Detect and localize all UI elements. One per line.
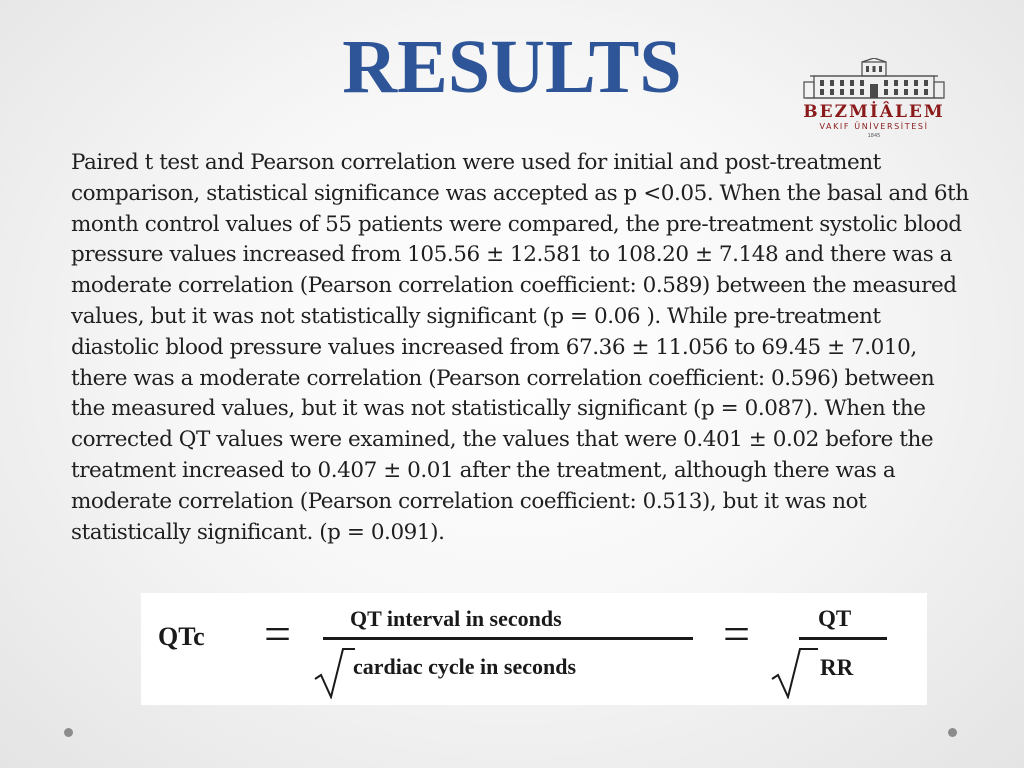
building-icon <box>800 58 948 102</box>
qtc-formula <box>141 593 927 705</box>
decorative-dot-right <box>948 728 957 737</box>
decorative-dot-left <box>64 728 73 737</box>
formula-denominator-2: RR <box>820 655 854 680</box>
logo-name: BEZMİÂLEM <box>803 102 945 122</box>
fraction-bar-1 <box>323 637 693 640</box>
formula-numerator-2: QT <box>818 606 852 631</box>
results-paragraph: Paired t test and Pearson correlation were used for initial and post-treatment comparison, statistical significance was accepted as p <0.05. When the basal and 6th month control values of 55 patients were compared, the pre-treatment systolic blood pressure values increased from 105.56 ± 12.581 to 108.20 ± 7.148 and there was a moderate correlation (Pearson correlation coefficient: 0.589) between the measured values, but it was not statistically significant (p = 0.06 ). While pre-treatment diastolic blood pressure values increased from 67.36 ± 11.056 to 69.45 ± 7.010, there was a moderate correlation (Pearson correlation coefficient: 0.596) between the measured values, but it was not statistically significant (p = 0.087). When the corrected QT values were examined, the values that were 0.401 ± 0.02 before the treatment increased to 0.407 ± 0.01 after the treatment, although there was a moderate correlation (Pearson correlation coefficient: 0.513), but it was not statistically significant. (p = 0.091). <box>71 150 969 545</box>
fraction-bar-2 <box>799 637 887 640</box>
formula-equals-1: = <box>264 608 292 661</box>
formula-lhs: QTc <box>158 622 205 651</box>
formula-denominator-1: cardiac cycle in seconds <box>353 654 577 679</box>
slide-title: RESULTS <box>342 25 682 109</box>
formula-numerator-1: QT interval in seconds <box>350 606 562 631</box>
university-logo <box>800 58 948 140</box>
square-root-icon <box>770 645 818 699</box>
logo-year: 1845 <box>867 133 881 139</box>
square-root-icon <box>313 645 355 699</box>
formula-equals-2: = <box>723 608 751 661</box>
logo-subtitle: VAKIF ÜNİVERSİTESİ <box>819 122 929 131</box>
